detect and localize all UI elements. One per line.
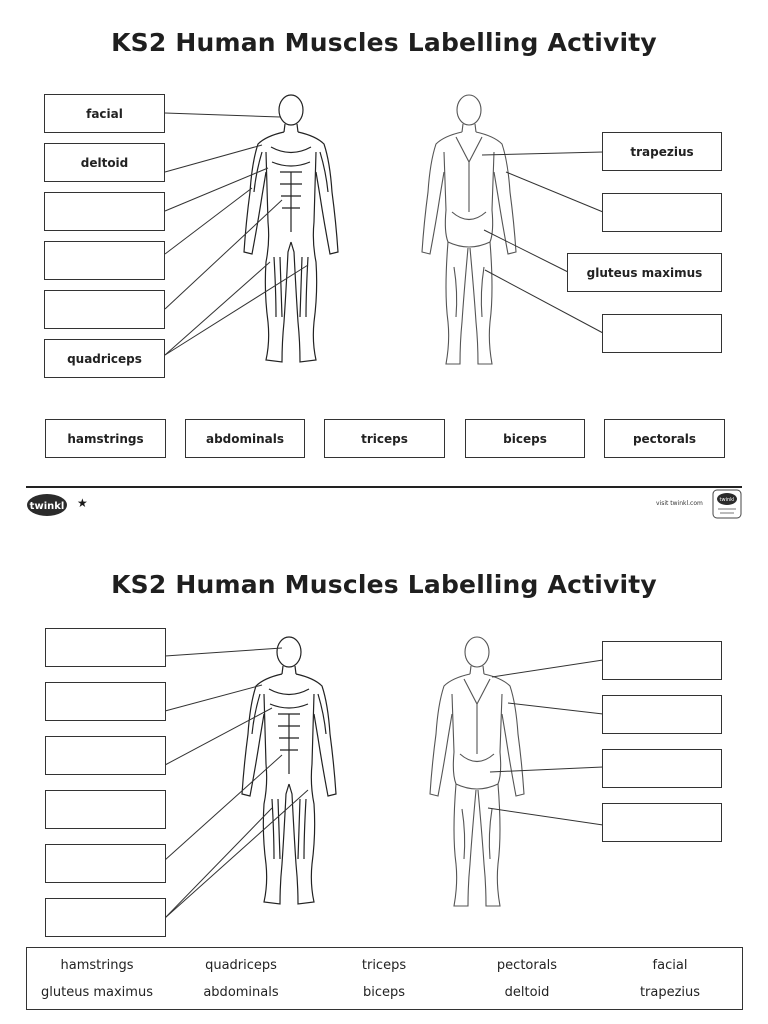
left-label-box-2-1[interactable] — [45, 628, 166, 667]
left-label-box-1-6[interactable]: quadriceps — [44, 339, 165, 378]
word-bank-item: quadriceps — [205, 958, 277, 973]
visit-link[interactable]: visit twinkl.com — [656, 500, 703, 507]
word-bank-item: triceps — [361, 958, 407, 973]
word-bank-item: gluteus maximus — [41, 985, 153, 1000]
word-bank-item: abdominals — [203, 985, 279, 1000]
word-option-box[interactable]: pectorals — [604, 419, 725, 458]
word-bank-item: facial — [652, 958, 688, 973]
worksheet-1-title: KS2 Human Muscles Labelling Activity — [111, 28, 657, 57]
right-label-box-2-2[interactable] — [602, 695, 722, 734]
left-label-box-2-4[interactable] — [45, 790, 166, 829]
left-label-box-2-2[interactable] — [45, 682, 166, 721]
left-label-box-1-1[interactable]: facial — [44, 94, 165, 133]
word-bank-item: trapezius — [639, 985, 701, 1000]
worksheet-2-title: KS2 Human Muscles Labelling Activity — [111, 570, 657, 599]
word-option-box[interactable]: triceps — [324, 419, 445, 458]
word-option-box[interactable]: hamstrings — [45, 419, 166, 458]
word-bank-item: hamstrings — [60, 958, 134, 973]
badge-text: twinkl — [719, 497, 735, 503]
word-bank-item: deltoid — [504, 985, 550, 1000]
right-label-box-2-1[interactable] — [602, 641, 722, 680]
left-label-box-1-2[interactable]: deltoid — [44, 143, 165, 182]
right-label-box-1-3[interactable]: gluteus maximus — [567, 253, 722, 292]
word-option-box[interactable]: abdominals — [185, 419, 305, 458]
word-option-box[interactable]: biceps — [465, 419, 585, 458]
left-label-box-2-3[interactable] — [45, 736, 166, 775]
word-bank-item: biceps — [362, 985, 406, 1000]
right-label-box-2-4[interactable] — [602, 803, 722, 842]
right-label-box-2-3[interactable] — [602, 749, 722, 788]
right-label-box-1-1[interactable]: trapezius — [602, 132, 722, 171]
left-label-box-2-5[interactable] — [45, 844, 166, 883]
word-bank — [26, 947, 743, 1010]
logo-text: twinkl — [29, 501, 65, 512]
left-label-box-2-6[interactable] — [45, 898, 166, 937]
word-bank-item: pectorals — [496, 958, 558, 973]
star-icon: ★ — [77, 496, 88, 510]
